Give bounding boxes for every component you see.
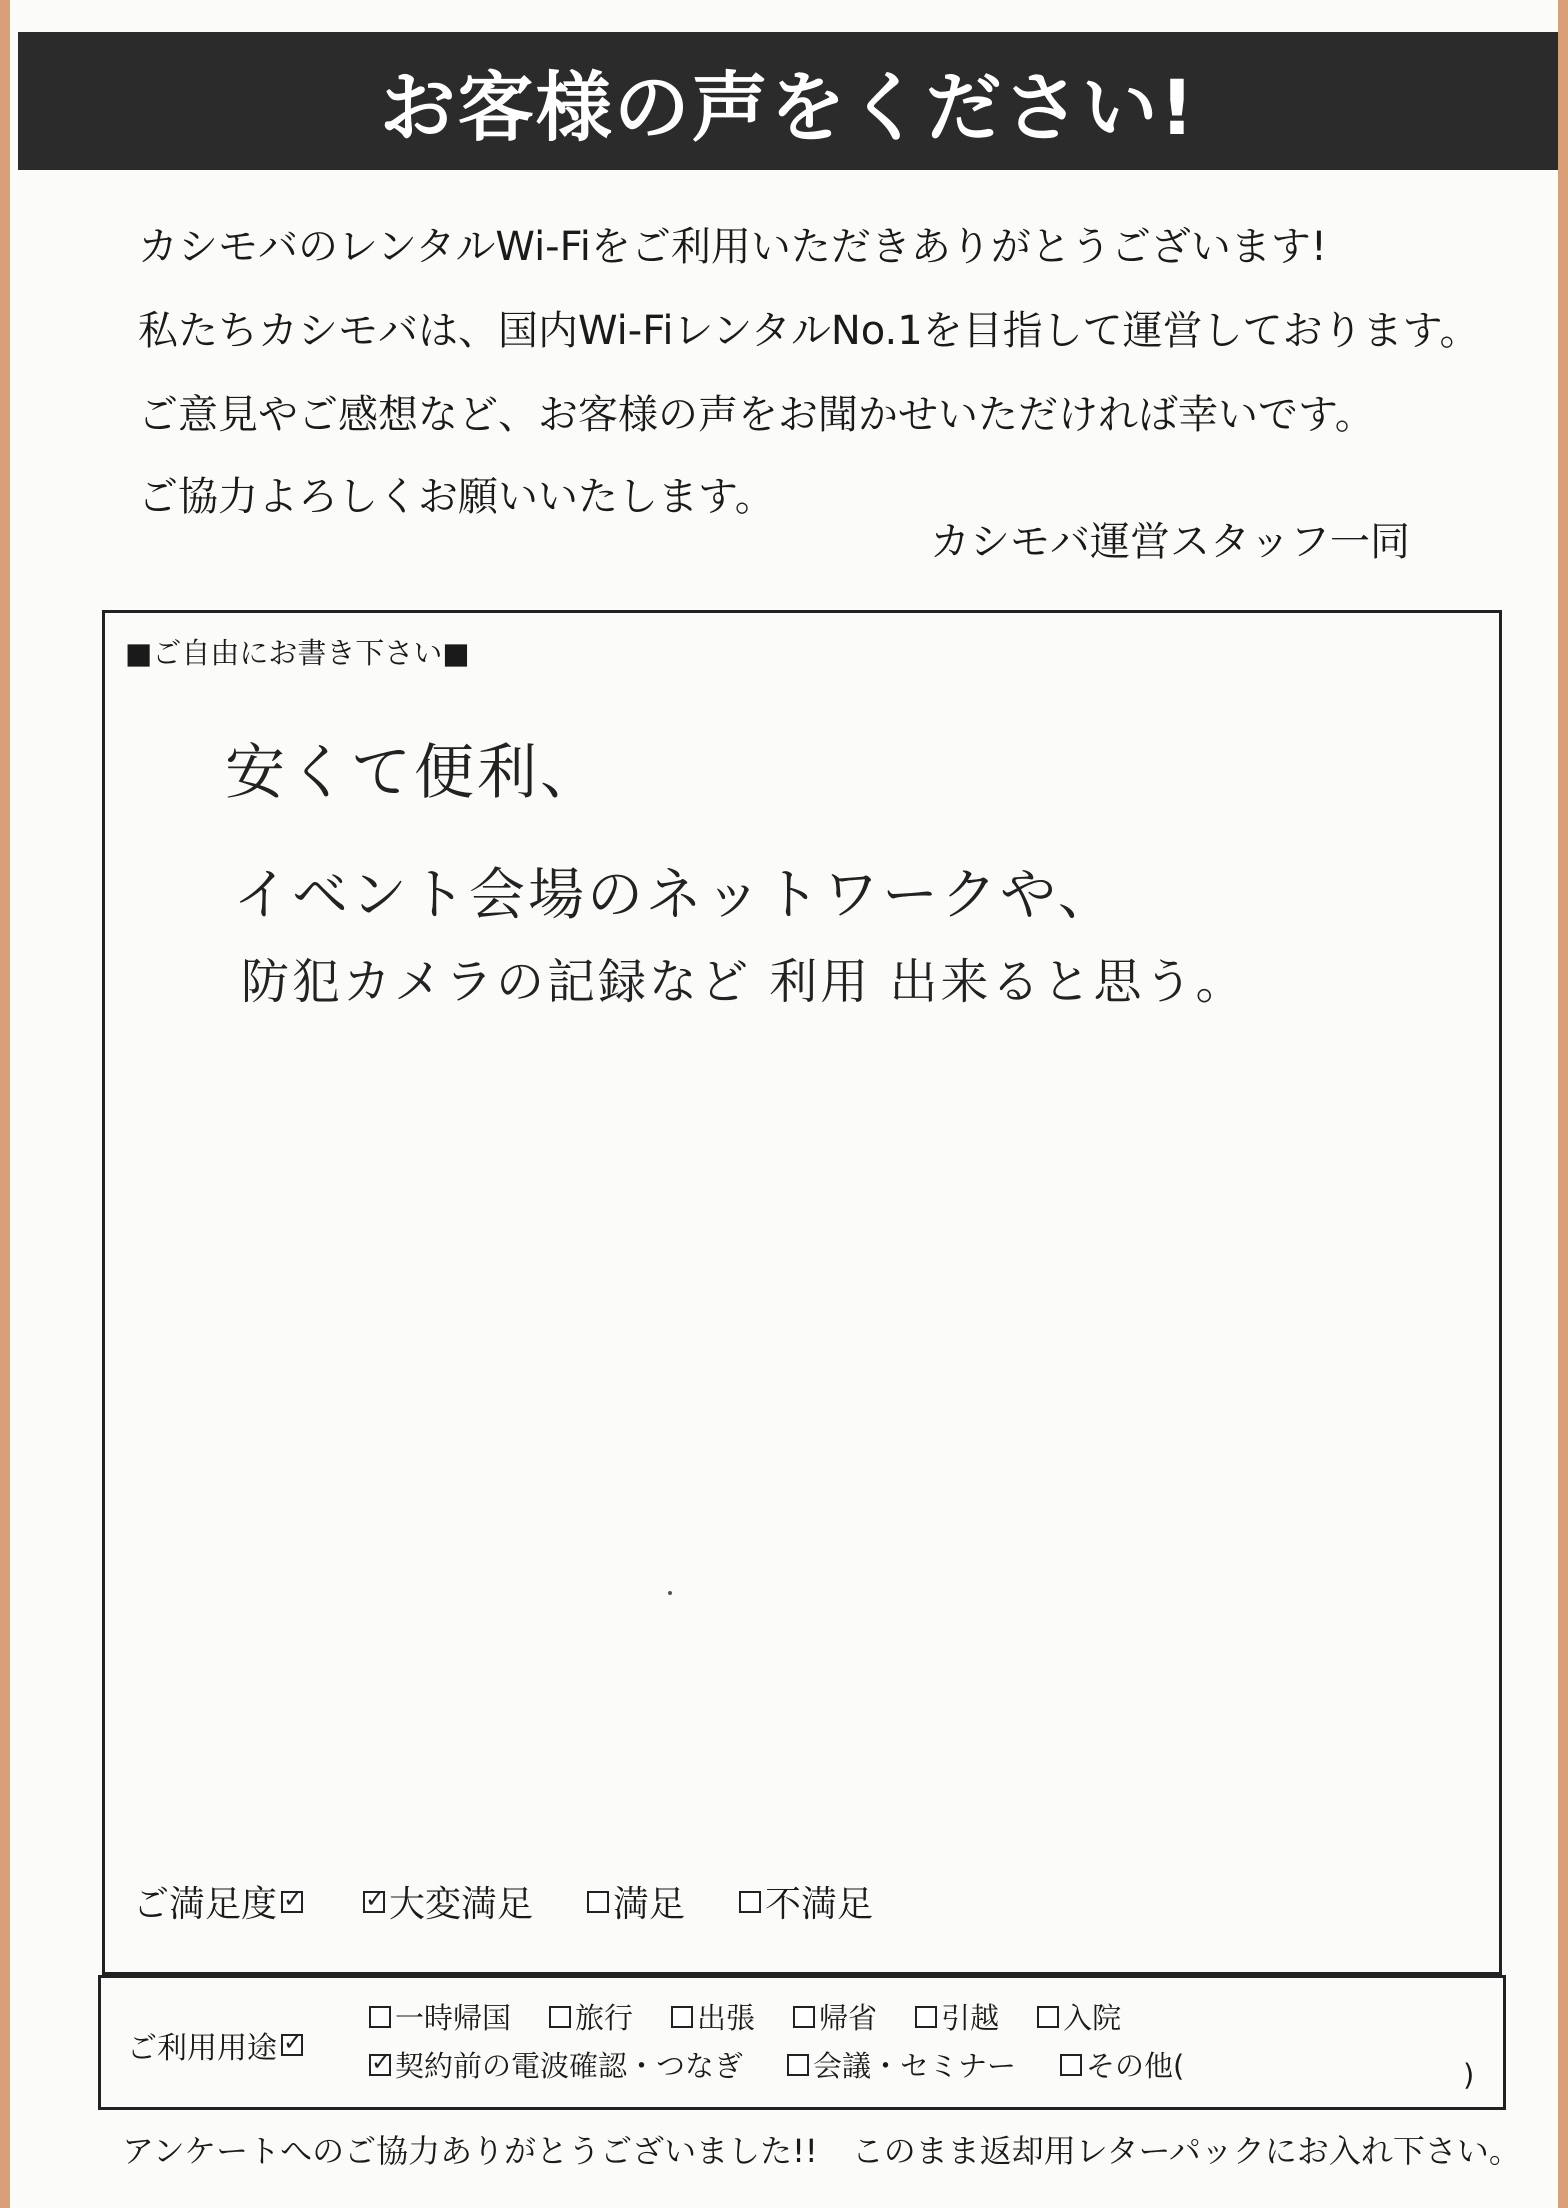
usage-row-1 — [369, 1996, 1159, 2037]
usage-box — [98, 1975, 1506, 2110]
option-label: 入院 — [1063, 2001, 1122, 2035]
usage-option-travel[interactable] — [549, 1996, 633, 2037]
comment-box[interactable] — [102, 610, 1502, 1975]
satisfaction-label-checkbox[interactable] — [281, 1891, 303, 1913]
footer-instruction: このまま返却用レターパックにお入れ下さい。 — [851, 2132, 1521, 2170]
usage-label: ご利用用途 — [127, 2031, 277, 2066]
option-label: 帰省 — [819, 2001, 878, 2035]
page-title: お客様の声をください! — [379, 62, 1197, 152]
checkbox-homecoming[interactable] — [793, 2006, 815, 2028]
satisfaction-option-very-satisfied[interactable] — [363, 1876, 533, 1927]
footer-thanks: アンケートへのご協力ありがとうございました!! — [122, 2132, 818, 2170]
option-label: その他( — [1086, 2049, 1185, 2083]
checkbox-pre-contract-test[interactable] — [369, 2054, 391, 2076]
option-label: 会議・セミナー — [813, 2049, 1017, 2083]
usage-option-meeting-seminar[interactable] — [787, 2044, 1016, 2085]
handwritten-line-1: 安くて便利、 — [225, 738, 603, 808]
handwritten-line-2: イベント会場のネットワークや、 — [233, 863, 1117, 928]
usage-option-temporary-return[interactable] — [369, 1996, 511, 2037]
checkbox-satisfied[interactable] — [587, 1891, 609, 1913]
usage-label-checkbox[interactable] — [281, 2034, 303, 2056]
option-label: 満足 — [613, 1884, 686, 1925]
checkbox-meeting-seminar[interactable] — [787, 2054, 809, 2076]
option-label: 一時帰国 — [395, 2001, 512, 2035]
usage-option-business-trip[interactable] — [671, 1996, 755, 2037]
checkbox-unsatisfied[interactable] — [739, 1891, 761, 1913]
usage-option-homecoming[interactable] — [793, 1996, 877, 2037]
intro-line-4: ご協力よろしくお願いいたします。 — [138, 474, 775, 520]
satisfaction-row — [133, 1876, 911, 1927]
checkbox-business-trip[interactable] — [671, 2006, 693, 2028]
checkbox-other[interactable] — [1060, 2054, 1082, 2076]
other-close-paren: ) — [1463, 2058, 1475, 2092]
checkbox-hospital[interactable] — [1037, 2006, 1059, 2028]
usage-option-pre-contract-test[interactable] — [369, 2044, 743, 2085]
checkbox-moving[interactable] — [915, 2006, 937, 2028]
satisfaction-label: ご満足度 — [133, 1884, 278, 1925]
intro-line-3: ご意見やご感想など、お客様の声をお聞かせいただければ幸いです。 — [138, 392, 1375, 438]
checkbox-temporary-return[interactable] — [369, 2006, 391, 2028]
intro-line-1: カシモバのレンタルWi-Fiをご利用いただきありがとうございます! — [138, 224, 1327, 270]
usage-label-group — [127, 2023, 307, 2067]
option-label: 大変満足 — [389, 1884, 534, 1925]
option-label: 不満足 — [765, 1884, 874, 1925]
usage-option-other[interactable] — [1060, 2044, 1184, 2085]
satisfaction-option-satisfied[interactable] — [587, 1876, 685, 1927]
header-banner — [18, 32, 1558, 170]
comment-label: ■ご自由にお書き下さい■ — [125, 636, 470, 670]
intro-line-2: 私たちカシモバは、国内Wi-FiレンタルNo.1を目指して運営しております。 — [138, 308, 1480, 354]
satisfaction-option-unsatisfied[interactable] — [739, 1876, 873, 1927]
usage-row-2 — [369, 2044, 1222, 2085]
ink-dot — [668, 1591, 672, 1595]
usage-option-moving[interactable] — [915, 1996, 999, 2037]
signature: カシモバ運営スタッフ一同 — [930, 519, 1410, 565]
option-label: 旅行 — [575, 2001, 634, 2035]
survey-sheet — [10, 0, 1558, 2208]
checkbox-travel[interactable] — [549, 2006, 571, 2028]
usage-option-hospital[interactable] — [1037, 1996, 1121, 2037]
option-label: 契約前の電波確認・つなぎ — [395, 2049, 744, 2083]
option-label: 引越 — [941, 2001, 1000, 2035]
checkbox-very-satisfied[interactable] — [363, 1891, 385, 1913]
footer-note — [122, 2126, 1521, 2172]
handwritten-line-3: 防犯カメラの記録など 利用 出来ると思う。 — [241, 954, 1247, 1010]
option-label: 出張 — [697, 2001, 756, 2035]
